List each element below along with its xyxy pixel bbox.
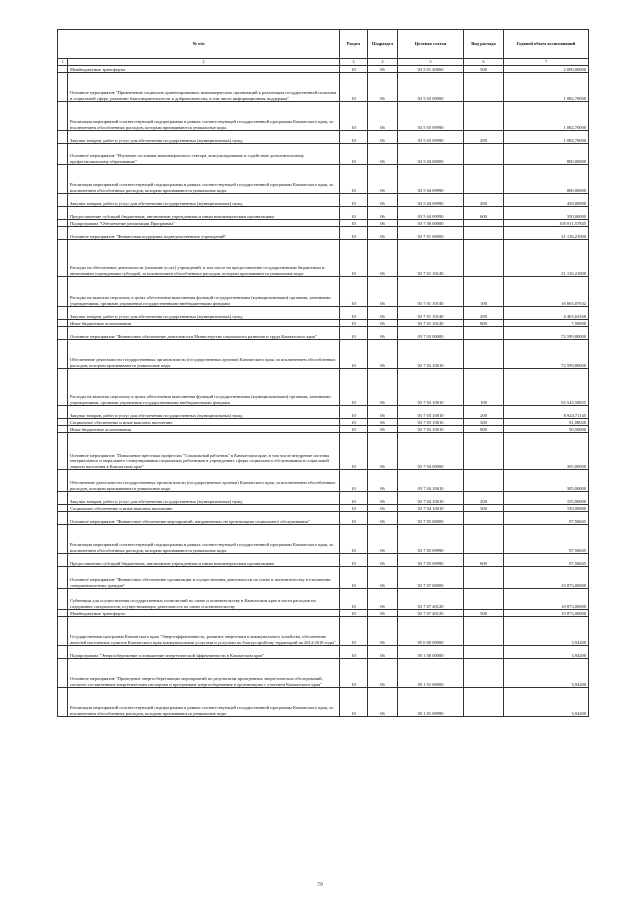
cell-name: Закупка товаров, работ и услуг для обеспечения государственных (муниципальных) нужд	[68, 194, 340, 207]
table-row	[58, 240, 589, 277]
cell-amount: 10 873,00000	[504, 567, 589, 589]
cell-index	[58, 406, 68, 419]
cell-razdel: 10	[340, 470, 368, 492]
cell-amount: 105 011,57845	[504, 220, 589, 227]
cell-target-article: 03 7 03 10010	[398, 426, 464, 433]
cell-target-article: 03 7 03 10010	[398, 369, 464, 406]
table-row	[58, 525, 589, 554]
cell-podrazdel: 06	[368, 220, 398, 227]
cell-amount: 150,00000	[504, 505, 589, 512]
table-row	[58, 73, 589, 102]
cell-expense-type	[464, 617, 504, 646]
cell-index	[58, 512, 68, 525]
cell-expense-type: 300	[464, 419, 504, 426]
cell-amount: 97,56845	[504, 525, 589, 554]
cell-target-article: 03 7 07 40120	[398, 610, 464, 617]
table-row	[58, 470, 589, 492]
budget-table	[57, 29, 589, 717]
table-row	[58, 688, 589, 717]
cell-razdel: 10	[340, 240, 368, 277]
cell-index	[58, 307, 68, 320]
cell-name: Предоставление субсидий бюджетным, автономным учреждениям и иным некоммерческим организациям	[68, 207, 340, 220]
cell-target-article: 03 7 01 10140	[398, 307, 464, 320]
cell-expense-type	[464, 688, 504, 717]
header-expense-type: Вид расхода	[464, 30, 504, 59]
cell-target-article: 05 1 01 09990	[398, 688, 464, 717]
cell-expense-type	[464, 327, 504, 340]
cell-podrazdel: 06	[368, 610, 398, 617]
cell-name: Реализация мероприятий соответствующей подпрограммы в рамках соответствующей государственной программы Камчатского края, за исключением обособленных расходов, которым присваиваются уникальные коды	[68, 102, 340, 131]
cell-expense-type	[464, 340, 504, 369]
cell-amount: 800,00000	[504, 144, 589, 165]
cell-podrazdel: 06	[368, 433, 398, 470]
table-row	[58, 340, 589, 369]
budget-table-sheet	[57, 29, 588, 717]
cell-razdel: 10	[340, 327, 368, 340]
cell-name: Основное мероприятие "Финансовое обеспечение организации и осуществления деятельности по опеке и попечительству в отношении совершеннолетних граждан"	[68, 567, 340, 589]
cell-target-article: 03 5 01 40060	[398, 66, 464, 73]
cell-index	[58, 227, 68, 240]
cell-amount: 63 543,50835	[504, 369, 589, 406]
cell-name: Основное мероприятие "Привлечение социально ориентированных некоммерческих организаций к реализации государственной политики в социальной сфере, развитию благотворительности и добровольчества, в том числе информационная поддержка"	[68, 73, 340, 102]
cell-expense-type: 200	[464, 131, 504, 144]
cell-target-article: 03 7 04 10010	[398, 492, 464, 505]
cell-index	[58, 505, 68, 512]
header-podrazdel: Подраздел	[368, 30, 398, 59]
cell-amount: 72 599,80000	[504, 340, 589, 369]
table-row	[58, 406, 589, 419]
cell-expense-type	[464, 144, 504, 165]
cell-razdel: 10	[340, 320, 368, 327]
cell-razdel: 10	[340, 165, 368, 194]
cell-razdel: 10	[340, 505, 368, 512]
cell-name: Расходы на обеспечение деятельности (оказание услуг) учреждений, в том числе на предоставление государственным бюджетным и автономным учреждениям субсидий, за исключением обособленных расходов, которым присваиваются уникальные коды	[68, 240, 340, 277]
table-row	[58, 307, 589, 320]
cell-podrazdel: 06	[368, 144, 398, 165]
cell-target-article: 03 7 04 00000	[398, 433, 464, 470]
cell-expense-type: 100	[464, 277, 504, 307]
cell-target-article: 03 7 03 00000	[398, 327, 464, 340]
cell-index	[58, 320, 68, 327]
cell-podrazdel: 06	[368, 505, 398, 512]
cell-expense-type: 200	[464, 307, 504, 320]
cell-name: Закупка товаров, работ и услуг для обеспечения государственных (муниципальных) нужд	[68, 406, 340, 419]
cell-expense-type	[464, 240, 504, 277]
cell-expense-type	[464, 525, 504, 554]
header-target-article: Целевая статья	[398, 30, 464, 59]
table-row	[58, 66, 589, 73]
cell-name: Межбюджетные трансферты	[68, 610, 340, 617]
table-row	[58, 554, 589, 567]
cell-name: Основное мероприятие "Повышение престижа профессии "Социальный работник" в Камчатском крае, в том числе внедрение системы материального и морального стимулирования социальных работников в учреждениях сферы социального обслуживания и социальной защиты населения в Камчатском крае"	[68, 433, 340, 470]
header-num: № п/п	[58, 30, 340, 59]
cell-name: Реализация мероприятий соответствующей подпрограммы в рамках соответствующей государственной программы Камчатского края, за исключением обособленных расходов, которым присваиваются уникальные коды	[68, 525, 340, 554]
cell-razdel: 10	[340, 554, 368, 567]
cell-razdel: 10	[340, 659, 368, 688]
cell-target-article: 03 7 03 10010	[398, 419, 464, 426]
cell-target-article: 05 1 01 00000	[398, 659, 464, 688]
table-row	[58, 102, 589, 131]
cell-target-article: 05 1 00 00000	[398, 646, 464, 659]
cell-target-article: 03 7 01 00000	[398, 227, 464, 240]
cell-index	[58, 277, 68, 307]
table-row	[58, 512, 589, 525]
cell-index	[58, 470, 68, 492]
cell-index	[58, 659, 68, 688]
cell-razdel: 10	[340, 220, 368, 227]
cell-podrazdel: 06	[368, 277, 398, 307]
cell-podrazdel: 06	[368, 406, 398, 419]
cell-index	[58, 589, 68, 610]
cell-name: Основное мероприятие "Финансовое обеспечение мероприятий, направленных на организацию социального обслуживания"	[68, 512, 340, 525]
cell-target-article: 03 7 05 09990	[398, 525, 464, 554]
cell-razdel: 10	[340, 433, 368, 470]
cell-razdel: 10	[340, 207, 368, 220]
cell-razdel: 10	[340, 277, 368, 307]
cell-amount: 7,50000	[504, 320, 589, 327]
cell-index	[58, 194, 68, 207]
cell-expense-type: 200	[464, 492, 504, 505]
col-number: 7	[504, 59, 589, 66]
cell-name: Закупка товаров, работ и услуг для обеспечения государственных (муниципальных) нужд	[68, 131, 340, 144]
cell-podrazdel: 06	[368, 369, 398, 406]
cell-index	[58, 144, 68, 165]
cell-name: Основное мероприятие "Проведение энергосберегающих мероприятий по результатам проведенных энергетических обследований, согласно составленным энергетическим паспортам и программам энергосбережения в организациях с участием Камчатского края"	[68, 659, 340, 688]
cell-amount: 1 082,70000	[504, 102, 589, 131]
cell-target-article: 03 5 04 00000	[398, 144, 464, 165]
cell-amount: 16 665,07632	[504, 277, 589, 307]
cell-expense-type: 300	[464, 505, 504, 512]
cell-razdel: 10	[340, 73, 368, 102]
cell-name: Социальное обеспечение и иные выплаты населению	[68, 505, 340, 512]
table-row	[58, 144, 589, 165]
cell-podrazdel: 06	[368, 659, 398, 688]
cell-name: Реализация мероприятий соответствующей подпрограммы в рамках соответствующей государственной программы Камчатского края, за исключением обособленных расходов, которым присваиваются уникальные коды	[68, 688, 340, 717]
cell-target-article: 03 7 03 10010	[398, 340, 464, 369]
col-number: 4	[368, 59, 398, 66]
cell-expense-type	[464, 433, 504, 470]
cell-expense-type: 600	[464, 554, 504, 567]
table-row	[58, 610, 589, 617]
cell-amount: 3,94200	[504, 646, 589, 659]
cell-index	[58, 327, 68, 340]
cell-expense-type	[464, 470, 504, 492]
cell-amount: 305,00000	[504, 433, 589, 470]
cell-index	[58, 207, 68, 220]
header-razdel: Раздел	[340, 30, 368, 59]
cell-razdel: 10	[340, 688, 368, 717]
cell-expense-type: 500	[464, 66, 504, 73]
header-annual-amount: Годовой объем ассигнований	[504, 30, 589, 59]
cell-amount: 97,56845	[504, 554, 589, 567]
table-row	[58, 227, 589, 240]
cell-podrazdel: 06	[368, 327, 398, 340]
table-row	[58, 277, 589, 307]
cell-expense-type: 800	[464, 320, 504, 327]
cell-amount: 10 873,00000	[504, 610, 589, 617]
cell-razdel: 10	[340, 194, 368, 207]
cell-target-article: 05 0 00 00000	[398, 617, 464, 646]
table-row	[58, 320, 589, 327]
cell-index	[58, 340, 68, 369]
cell-expense-type	[464, 589, 504, 610]
cell-razdel: 10	[340, 567, 368, 589]
cell-target-article: 03 5 04 09990	[398, 207, 464, 220]
cell-target-article: 03 5 03 00000	[398, 73, 464, 102]
table-row	[58, 426, 589, 433]
cell-name: Реализация мероприятий соответствующей подпрограммы в рамках соответствующей государственной программы Камчатского края, за исключением обособленных расходов, которым присваиваются уникальные коды	[68, 165, 340, 194]
cell-target-article: 03 7 05 00000	[398, 512, 464, 525]
cell-index	[58, 554, 68, 567]
table-header-row	[58, 30, 589, 59]
cell-name: Социальное обеспечение и иные выплаты населению	[68, 419, 340, 426]
cell-amount: 81,08020	[504, 419, 589, 426]
cell-podrazdel: 06	[368, 492, 398, 505]
cell-razdel: 10	[340, 102, 368, 131]
cell-amount: 155,00000	[504, 492, 589, 505]
cell-name: Предоставление субсидий бюджетным, автономным учреждениям и иным некоммерческим организациям	[68, 554, 340, 567]
cell-razdel: 10	[340, 227, 368, 240]
cell-index	[58, 419, 68, 426]
cell-target-article: 03 7 07 00000	[398, 567, 464, 589]
cell-target-article: 03 7 00 00000	[398, 220, 464, 227]
cell-podrazdel: 06	[368, 194, 398, 207]
cell-amount: 4 463,63368	[504, 307, 589, 320]
table-row	[58, 617, 589, 646]
cell-amount: 50,50000	[504, 426, 589, 433]
cell-amount: 3,94200	[504, 688, 589, 717]
cell-razdel: 10	[340, 426, 368, 433]
cell-name: Обеспечение деятельности государственных органов власти (государственных органов) Камчатского края, за исключением обособленных расходов, которым присваиваются уникальные коды	[68, 340, 340, 369]
cell-amount: 3,94200	[504, 659, 589, 688]
table-row	[58, 433, 589, 470]
table-row	[58, 419, 589, 426]
cell-target-article: 03 7 01 10140	[398, 277, 464, 307]
cell-podrazdel: 06	[368, 646, 398, 659]
cell-podrazdel: 06	[368, 554, 398, 567]
cell-amount: 8 924,71145	[504, 406, 589, 419]
cell-expense-type: 200	[464, 194, 504, 207]
cell-podrazdel: 06	[368, 419, 398, 426]
cell-index	[58, 646, 68, 659]
cell-expense-type	[464, 102, 504, 131]
cell-index	[58, 492, 68, 505]
cell-razdel: 10	[340, 419, 368, 426]
cell-razdel: 10	[340, 646, 368, 659]
col-number: 1	[58, 59, 68, 66]
cell-amount: 72 599,80000	[504, 327, 589, 340]
cell-index	[58, 165, 68, 194]
cell-razdel: 10	[340, 512, 368, 525]
cell-index	[58, 610, 68, 617]
cell-name: Основное мероприятие "Финансовая поддержка подведомственных учреждений"	[68, 227, 340, 240]
cell-razdel: 10	[340, 131, 368, 144]
cell-podrazdel: 06	[368, 470, 398, 492]
cell-target-article: 03 5 04 09990	[398, 165, 464, 194]
cell-name: Закупка товаров, работ и услуг для обеспечения государственных (муниципальных) нужд	[68, 492, 340, 505]
cell-razdel: 10	[340, 307, 368, 320]
cell-index	[58, 66, 68, 73]
column-number-row	[58, 59, 589, 66]
table-row	[58, 492, 589, 505]
cell-index	[58, 220, 68, 227]
cell-amount: 3,94200	[504, 617, 589, 646]
table-row	[58, 165, 589, 194]
cell-index	[58, 567, 68, 589]
cell-expense-type	[464, 659, 504, 688]
cell-target-article: 03 5 04 09990	[398, 194, 464, 207]
cell-razdel: 10	[340, 144, 368, 165]
table-row	[58, 505, 589, 512]
cell-razdel: 10	[340, 340, 368, 369]
cell-amount: 1 082,70000	[504, 73, 589, 102]
table-row	[58, 646, 589, 659]
cell-index	[58, 73, 68, 102]
cell-amount: 305,00000	[504, 470, 589, 492]
cell-razdel: 10	[340, 406, 368, 419]
cell-podrazdel: 06	[368, 240, 398, 277]
cell-podrazdel: 06	[368, 525, 398, 554]
cell-target-article: 03 5 03 09990	[398, 131, 464, 144]
cell-target-article: 03 7 07 40120	[398, 589, 464, 610]
cell-name: Подпрограмма "Обеспечение реализации Программы"	[68, 220, 340, 227]
cell-expense-type	[464, 165, 504, 194]
cell-expense-type: 500	[464, 610, 504, 617]
cell-name: Расходы на выплаты персоналу в целях обеспечения выполнения функций государственными (муниципальными) органами, казенными учреждениями, органами управления государственными внебюджетными фондами	[68, 277, 340, 307]
cell-razdel: 10	[340, 369, 368, 406]
cell-target-article: 03 7 01 10140	[398, 320, 464, 327]
cell-expense-type: 600	[464, 207, 504, 220]
cell-amount: 800,00000	[504, 165, 589, 194]
cell-podrazdel: 06	[368, 512, 398, 525]
cell-podrazdel: 06	[368, 165, 398, 194]
cell-razdel: 10	[340, 589, 368, 610]
cell-target-article: 03 7 04 10010	[398, 470, 464, 492]
cell-name: Закупка товаров, работ и услуг для обеспечения государственных (муниципальных) нужд	[68, 307, 340, 320]
cell-expense-type	[464, 73, 504, 102]
cell-expense-type	[464, 220, 504, 227]
cell-name: Иные бюджетные ассигнования	[68, 320, 340, 327]
cell-index	[58, 102, 68, 131]
cell-expense-type: 100	[464, 369, 504, 406]
cell-index	[58, 131, 68, 144]
cell-amount: 450,00000	[504, 194, 589, 207]
table-row	[58, 194, 589, 207]
cell-name: Основное мероприятие "Финансовое обеспечение деятельности Министерства социального развития и труда Камчатского края"	[68, 327, 340, 340]
cell-name: Подпрограмма "Энергосбережение и повышение энергетической эффективности в Камчатском крае"	[68, 646, 340, 659]
cell-name: Субвенции для осуществления государственных полномочий по опеке и попечительству в Камчатском крае в части расходов на содержание специалистов, осуществляющих деятельность по опеке и попечительству	[68, 589, 340, 610]
col-number: 2	[68, 59, 340, 66]
col-number: 3	[340, 59, 368, 66]
cell-podrazdel: 06	[368, 589, 398, 610]
cell-podrazdel: 06	[368, 567, 398, 589]
cell-amount: 97,56845	[504, 512, 589, 525]
table-row	[58, 567, 589, 589]
table-row	[58, 369, 589, 406]
cell-target-article: 03 7 03 10010	[398, 406, 464, 419]
cell-podrazdel: 06	[368, 617, 398, 646]
cell-podrazdel: 06	[368, 207, 398, 220]
table-row	[58, 220, 589, 227]
cell-amount: 21 136,21000	[504, 240, 589, 277]
cell-razdel: 10	[340, 610, 368, 617]
cell-amount: 10 873,00000	[504, 589, 589, 610]
cell-index	[58, 525, 68, 554]
cell-razdel: 10	[340, 617, 368, 646]
col-number: 5	[398, 59, 464, 66]
cell-podrazdel: 06	[368, 340, 398, 369]
cell-target-article: 03 7 05 09990	[398, 554, 464, 567]
cell-amount: 2 000,00000	[504, 66, 589, 73]
table-row	[58, 589, 589, 610]
cell-podrazdel: 06	[368, 320, 398, 327]
cell-amount: 21 136,21000	[504, 227, 589, 240]
table-body	[58, 66, 589, 717]
table-row	[58, 207, 589, 220]
cell-podrazdel: 06	[368, 307, 398, 320]
cell-expense-type	[464, 567, 504, 589]
cell-podrazdel: 06	[368, 688, 398, 717]
table-row	[58, 659, 589, 688]
cell-name: Межбюджетные трансферты	[68, 66, 340, 73]
cell-expense-type: 200	[464, 406, 504, 419]
cell-name: Основное мероприятие "Изучение состояния некоммерческого сектора, консультирование и содействие дополнительному профессиональному образованию"	[68, 144, 340, 165]
cell-expense-type	[464, 227, 504, 240]
cell-podrazdel: 06	[368, 227, 398, 240]
cell-target-article: 03 7 01 10140	[398, 240, 464, 277]
col-number: 6	[464, 59, 504, 66]
cell-index	[58, 240, 68, 277]
cell-razdel: 10	[340, 525, 368, 554]
cell-podrazdel: 06	[368, 131, 398, 144]
cell-razdel: 10	[340, 66, 368, 73]
cell-name: Обеспечение деятельности государственных органов власти (государственных органов) Камчатского края, за исключением обособленных расходов, которым присваиваются уникальные коды	[68, 470, 340, 492]
cell-name: Расходы на выплаты персоналу в целях обеспечения выполнения функций государственными (муниципальными) органами, казенными учреждениями, органами управления государственными внебюджетными фондами	[68, 369, 340, 406]
cell-index	[58, 369, 68, 406]
cell-name: Государственная программа Камчатского края "Энергоэффективность, развитие энергетики и коммунального хозяйства, обеспечение жителей населенных пунктов Камчатского края коммунальными услугами и услугами по благоустройству территорий на 2014-2018 годы"	[68, 617, 340, 646]
cell-amount: 350,00000	[504, 207, 589, 220]
cell-podrazdel: 06	[368, 102, 398, 131]
cell-index	[58, 433, 68, 470]
cell-name: Иные бюджетные ассигнования	[68, 426, 340, 433]
cell-podrazdel: 06	[368, 66, 398, 73]
cell-index	[58, 617, 68, 646]
table-row	[58, 131, 589, 144]
cell-podrazdel: 06	[368, 73, 398, 102]
cell-expense-type	[464, 512, 504, 525]
cell-target-article: 03 7 04 10010	[398, 505, 464, 512]
table-row	[58, 327, 589, 340]
cell-amount: 1 082,70000	[504, 131, 589, 144]
cell-podrazdel: 06	[368, 426, 398, 433]
cell-index	[58, 426, 68, 433]
cell-razdel: 10	[340, 492, 368, 505]
cell-target-article: 03 5 03 09990	[398, 102, 464, 131]
page-number: 79	[317, 882, 323, 888]
cell-expense-type: 800	[464, 426, 504, 433]
cell-index	[58, 688, 68, 717]
cell-expense-type	[464, 646, 504, 659]
